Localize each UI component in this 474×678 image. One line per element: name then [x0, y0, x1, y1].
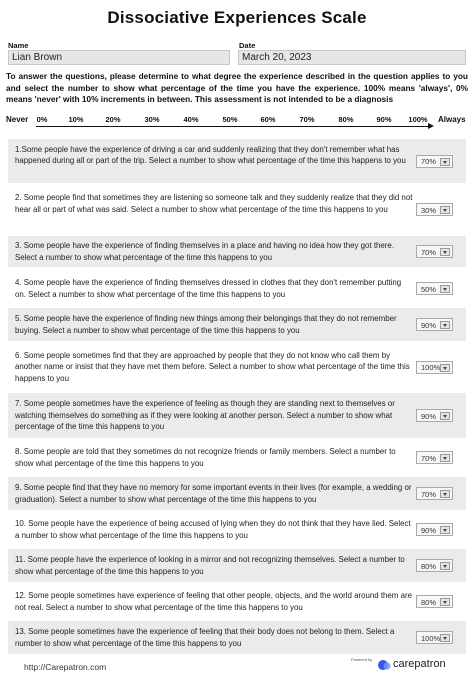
date-field[interactable]: March 20, 2023	[238, 50, 466, 65]
percentage-select[interactable]	[416, 595, 453, 608]
page-title: Dissociative Experiences Scale	[107, 8, 367, 27]
percentage-select-value: 30%	[421, 205, 437, 215]
question-item	[8, 272, 466, 305]
scale-never-label: Never	[6, 115, 29, 124]
chevron-down-icon[interactable]	[440, 562, 450, 570]
chevron-down-icon[interactable]	[440, 634, 450, 642]
scale-tick-label: 60%	[260, 115, 276, 124]
scale-always-label: Always	[438, 115, 466, 124]
scale-tick-label: 70%	[299, 115, 315, 124]
chevron-down-icon[interactable]	[440, 158, 450, 166]
percentage-select-value: 90%	[421, 525, 437, 535]
percentage-select[interactable]	[416, 409, 453, 422]
date-label: Date	[239, 41, 256, 50]
question-text: 11. Some people have the experience of looking in a mirror and not recognizing themselves. Select a number to show what percentage of the time this happens to you	[15, 555, 405, 576]
question-text: 6. Some people sometimes find that they are approached by people that they do not know who call them by another name or insist that they have met them before. Select a number to show what percentage of the time this happens to you	[15, 350, 410, 383]
question-item	[8, 236, 466, 267]
question-item	[8, 344, 466, 390]
question-item	[8, 441, 466, 474]
chevron-down-icon[interactable]	[440, 206, 450, 214]
scale-arrow-icon	[428, 123, 434, 129]
question-text: 13. Some people sometimes have the experience of feeling that their body does not belong to them. Select a number to show what percentage of the time this happens to you	[15, 627, 395, 648]
question-item	[8, 393, 466, 438]
percentage-select-value: 80%	[421, 597, 437, 607]
percentage-select[interactable]	[416, 361, 453, 374]
percentage-select-value: 80%	[421, 561, 437, 571]
scale-tick-label: 90%	[376, 115, 392, 124]
name-field[interactable]: Lian Brown	[8, 50, 230, 65]
question-text: 9. Some people find that they have no memory for some important events in their lives (for example, a wedding or graduation). Select a number to show what percentage of the time this happens to you	[15, 483, 412, 504]
scale-tick-label: 50%	[222, 115, 238, 124]
question-item	[8, 513, 466, 546]
percentage-select[interactable]	[416, 451, 453, 464]
percentage-select-value: 70%	[421, 157, 437, 166]
scale-tick-label: 100%	[408, 115, 428, 124]
chevron-down-icon[interactable]	[440, 454, 450, 462]
scale-tick-label: 80%	[338, 115, 354, 124]
percentage-select[interactable]	[416, 203, 453, 216]
question-text: 3. Some people have the experience of finding themselves in a place and having no idea how they got there. Select a number to show what percentage of the time this happens to you	[15, 241, 395, 262]
question-text: 10. Some people have the experience of being accused of lying when they do not think that they have lied. Select a number to show what percentage of the time this happens to you	[15, 519, 411, 540]
chevron-down-icon[interactable]	[440, 490, 450, 498]
scale-tick-label: 20%	[105, 115, 121, 124]
question-item	[8, 585, 466, 618]
percentage-select[interactable]	[416, 318, 453, 331]
question-item	[8, 139, 466, 183]
percentage-select-value: 90%	[421, 320, 437, 330]
question-text: 7. Some people sometimes have the experience of feeling as though they are standing next to themselves or watching themselves do something as if they were looking at another person. Select a number to show what percentage of the time this happens to you	[15, 399, 395, 432]
percentage-select-value: 90%	[421, 411, 437, 421]
percentage-select-value: 100%	[421, 363, 441, 372]
scale-tick-label: 0%	[36, 115, 48, 124]
percentage-select-value: 70%	[421, 489, 437, 499]
question-text: 4. Some people have the experience of finding themselves dressed in clothes that they don't remember putting on. Select a number to show what percentage of the time this happens to you	[15, 278, 402, 299]
question-item	[8, 477, 466, 510]
percentage-select-value: 70%	[421, 247, 437, 257]
name-label: Name	[8, 41, 29, 50]
scale-tick-label: 10%	[68, 115, 84, 124]
chevron-down-icon[interactable]	[440, 598, 450, 606]
chevron-down-icon[interactable]	[440, 526, 450, 534]
footer-link[interactable]: http://Carepatron.com	[24, 662, 107, 672]
instructions: To answer the questions, please determine to what degree the experience described in the question applies to you and select the number to show what percentage of the time you have the experience. 100% means 'always', 0% means 'never' with 10% increments in between. This assessment is not intended to be a diagnosis	[6, 71, 468, 105]
question-item	[8, 187, 466, 232]
carepatron-logo-icon	[378, 659, 391, 671]
chevron-down-icon[interactable]	[440, 285, 450, 293]
percentage-select-value: 50%	[421, 284, 437, 294]
question-item	[8, 621, 466, 654]
percentage-select-value: 70%	[421, 453, 437, 463]
powered-by-label: Powered by	[351, 657, 373, 662]
percentage-select[interactable]	[416, 523, 453, 536]
chevron-down-icon[interactable]	[440, 364, 450, 372]
percentage-select[interactable]	[416, 631, 453, 644]
chevron-down-icon[interactable]	[440, 412, 450, 420]
percentage-select[interactable]	[416, 282, 453, 295]
chevron-down-icon[interactable]	[440, 248, 450, 256]
percentage-scale	[0, 113, 474, 135]
percentage-select[interactable]	[416, 559, 453, 572]
brand-name: carepatron	[393, 658, 446, 670]
percentage-select[interactable]	[416, 245, 453, 258]
question-text: 12. Some people sometimes have experience of feeling that other people, objects, and the world around them are not real. Select a number to show what percentage of the time this happens to you	[15, 591, 412, 612]
question-item	[8, 549, 466, 582]
question-text: 5. Some people have the experience of finding new things among their belongings that they do not remember buying. Select a number to show what percentage of the time this happens to you	[15, 314, 397, 335]
question-text: 2. Some people find that sometimes they are listening so someone talk and they suddenly realize that they did not hear all or part of what was said. Select a number to show what percentage of the time this happens to you	[15, 193, 413, 214]
question-text: 8. Some people are told that they sometimes do not recognize friends or family members. Select a number to show what percentage of the time this happens to you	[15, 447, 396, 468]
scale-tick-label: 40%	[183, 115, 199, 124]
percentage-select[interactable]	[416, 155, 453, 168]
percentage-select[interactable]	[416, 487, 453, 500]
question-item	[8, 308, 466, 341]
scale-tick-label: 30%	[144, 115, 160, 124]
scale-line	[36, 126, 432, 127]
chevron-down-icon[interactable]	[440, 321, 450, 329]
question-text: 1.Some people have the experience of driving a car and suddenly realizing that they don't remember what has happened during all or part of the trip. Select a number to show what percentage of the time this happens to you	[15, 144, 406, 166]
percentage-select-value: 100%	[421, 633, 441, 643]
